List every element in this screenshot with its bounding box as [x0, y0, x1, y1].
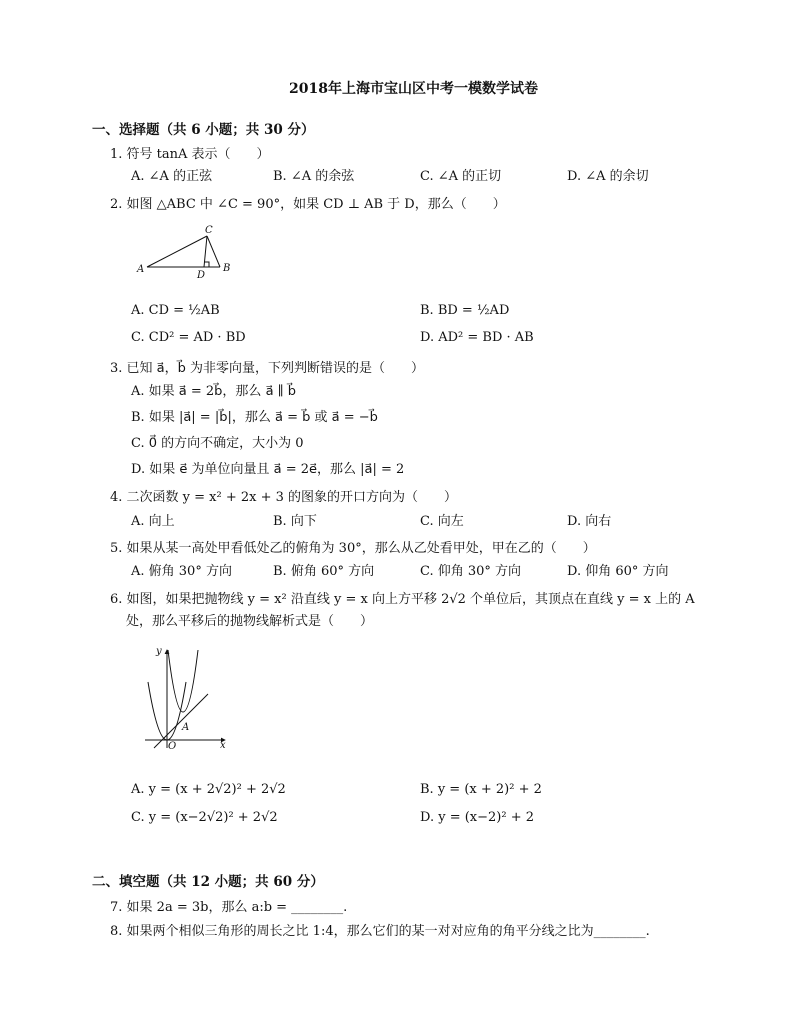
label-a: A: [137, 264, 145, 275]
question-2-stem: 2. 如图 △ABC 中 ∠C = 90°，如果 CD ⊥ AB 于 D，那么（ ）: [110, 197, 506, 212]
question-6-option-a: A. y = (x + 2√2)² + 2√2: [131, 782, 286, 797]
question-5-option-a: A. 俯角 30° 方向: [131, 564, 232, 579]
question-5-option-b: B. 俯角 60° 方向: [273, 564, 375, 579]
question-2-option-c: C. CD² = AD · BD: [131, 330, 246, 345]
label-y: y: [156, 646, 162, 657]
label-b: B: [223, 263, 231, 274]
question-6-option-d: D. y = (x−2)² + 2: [420, 810, 535, 825]
question-1-stem: 1. 符号 tanA 表示（ ）: [110, 147, 270, 162]
question-1-option-b: B. ∠A 的余弦: [273, 169, 355, 184]
question-4-stem: 4. 二次函数 y = x² + 2x + 3 的图象的开口方向为（ ）: [110, 490, 458, 505]
label-x: x: [220, 740, 226, 751]
section-heading-choice: 一、选择题（共 6 小题；共 30 分）: [92, 122, 315, 138]
question-6-option-b: B. y = (x + 2)² + 2: [420, 782, 542, 797]
side-ac: [147, 236, 207, 267]
label-c: C: [205, 225, 213, 236]
question-2-option-a: A. CD = ½AB: [131, 303, 220, 318]
label-d: D: [197, 270, 206, 281]
question-4-option-b: B. 向下: [273, 514, 317, 529]
question-5-stem: 5. 如果从某一高处甲看低处乙的俯角为 30°，那么从乙处看甲处，甲在乙的（ ）: [110, 541, 596, 556]
question-4-option-d: D. 向右: [567, 514, 612, 529]
triangle-figure: [135, 222, 245, 282]
label-o: O: [168, 741, 177, 752]
question-2-option-d: D. AD² = BD · AB: [420, 330, 534, 345]
section-heading-fill: 二、填空题（共 12 小题；共 60 分）: [92, 874, 324, 890]
question-1-option-d: D. ∠A 的余切: [567, 169, 649, 184]
question-6-stem-line-1: 6. 如图，如果把抛物线 y = x² 沿直线 y = x 向上方平移 2√2 个单位后，其顶点在直线 y = x 上的 A: [110, 592, 695, 607]
question-1-option-a: A. ∠A 的正弦: [131, 169, 213, 184]
question-6-option-c: C. y = (x−2√2)² + 2√2: [131, 810, 278, 825]
shifted-parabola: [168, 650, 198, 712]
question-3-option-a: A. 如果 a⃗ = 2b⃗，那么 a⃗ ∥ b⃗: [131, 384, 297, 399]
question-3-option-b: B. 如果 |a⃗| = |b⃗|，那么 a⃗ = b⃗ 或 a⃗ = −b⃗: [131, 410, 378, 425]
question-3-option-c: C. 0⃗ 的方向不确定，大小为 0: [131, 436, 304, 451]
question-5-option-d: D. 仰角 60° 方向: [567, 564, 669, 579]
label-a: A: [182, 722, 190, 733]
question-3-option-d: D. 如果 e⃗ 为单位向量且 a⃗ = 2e⃗，那么 |a⃗| = 2: [131, 462, 405, 477]
triangle-lines: [147, 236, 220, 267]
question-8: 8. 如果两个相似三角形的周长之比 1:4，那么它们的某一对对应角的角平分线之比为________.: [110, 924, 650, 939]
question-5-option-c: C. 仰角 30° 方向: [420, 564, 522, 579]
page-title: 2018年上海市宝山区中考一模数学试卷: [289, 81, 538, 97]
question-2-option-b: B. BD = ½AD: [420, 303, 510, 318]
question-6-stem-line-2: 处，那么平移后的抛物线解析式是（ ）: [126, 614, 374, 629]
question-3-stem: 3. 已知 a⃗，b⃗ 为非零向量，下列判断错误的是（ ）: [110, 361, 425, 376]
question-4-option-a: A. 向上: [131, 514, 175, 529]
question-1-option-c: C. ∠A 的正切: [420, 169, 502, 184]
question-4-option-c: C. 向左: [420, 514, 464, 529]
parabola-figure: [140, 642, 240, 752]
question-7: 7. 如果 2a = 3b，那么 a:b = ________.: [110, 900, 348, 915]
